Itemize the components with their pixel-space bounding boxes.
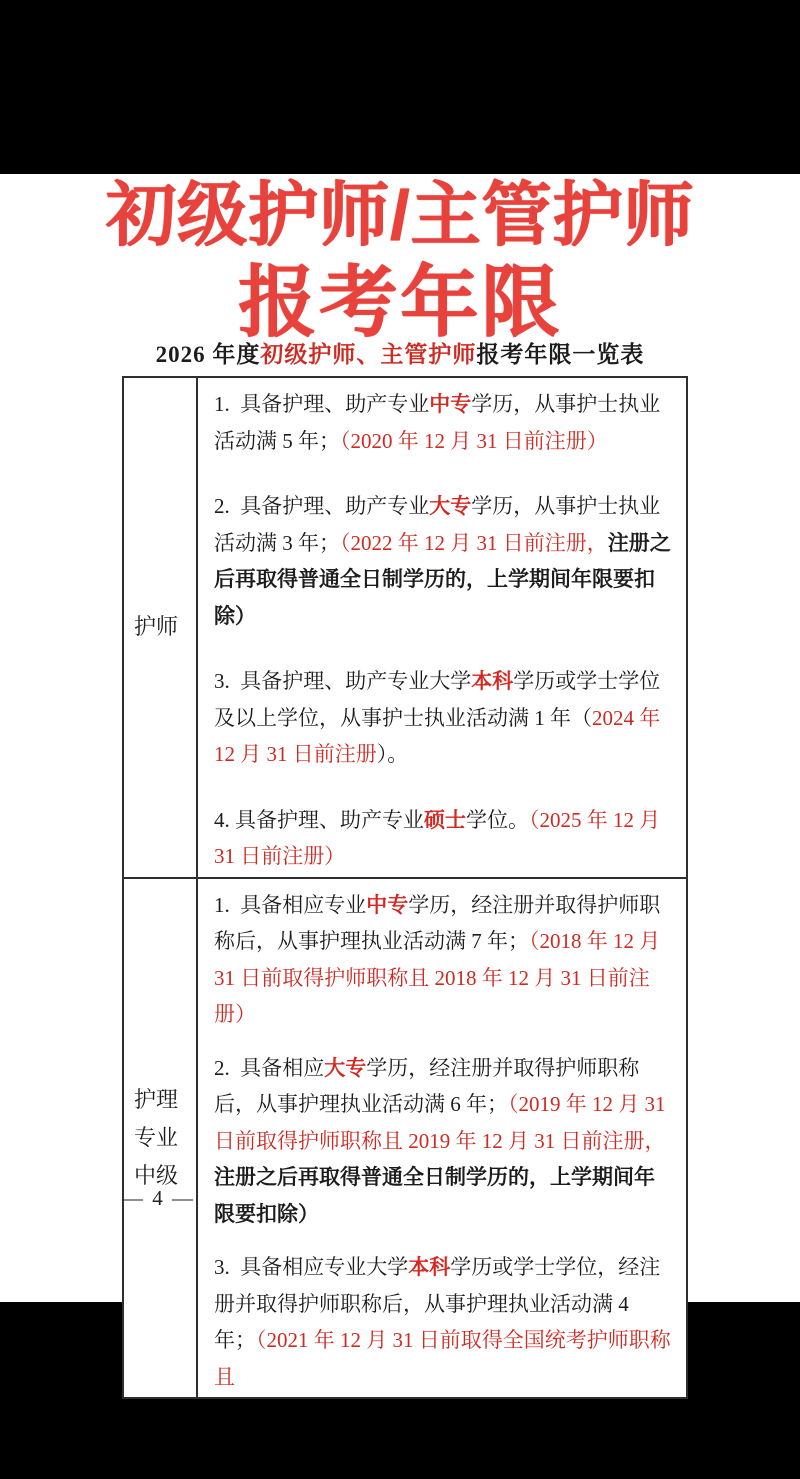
requirement-text: 学历或学士学位，经注册并取得护师职称后，从事护理执业活动满 4 年；	[214, 1255, 661, 1352]
document-page	[0, 174, 800, 1389]
requirement-text: 4. 具备护理、助产专业	[214, 807, 424, 832]
requirement-item	[214, 663, 674, 773]
highlighted-text: 2024 年 12 月 31 日前注册	[214, 705, 666, 766]
heading-prefix: 2026 年度	[155, 342, 261, 367]
highlighted-text: （2019 年 12 月 31 日前取得护师职称且 2019 年 12 月 31 日前注册，	[214, 1092, 671, 1153]
overlay-title-line1: 初级护师/主管护师	[105, 176, 695, 254]
requirement-item	[214, 386, 674, 459]
requirement-text: 3. 具备护理、助产专业大学	[214, 669, 472, 693]
requirements-table-body	[123, 377, 687, 1398]
category-cell	[123, 377, 197, 878]
requirement-text: ）。	[376, 742, 409, 766]
document-heading	[0, 336, 800, 369]
page-number: — 4 —	[122, 1186, 195, 1210]
highlighted-text: （2018 年 12 月 31 日前取得护师职称且 2018 年 12 月 31 日前注册）	[214, 929, 666, 1026]
highlighted-text: 大专	[429, 494, 472, 518]
requirement-item	[214, 488, 674, 634]
highlighted-text: （2021 年 12 月 31 日前取得全国统考护师职称且	[214, 1328, 671, 1389]
category-line: 护师	[134, 614, 179, 640]
requirement-text: 3. 具备相应专业大学	[214, 1255, 409, 1279]
highlighted-text: 大专	[324, 1055, 367, 1080]
heading-suffix: 报考年限一览表	[476, 342, 645, 367]
highlighted-text: 本科	[471, 669, 514, 693]
requirement-text: 学历或学士学位及以上学位，从事护士执业活动满 1 年（	[214, 669, 661, 730]
requirement-text: 1. 具备相应专业	[214, 892, 367, 917]
requirement-text: 2. 具备相应	[214, 1055, 325, 1080]
category-line: 专业	[134, 1124, 179, 1150]
requirements-cell	[197, 377, 687, 878]
requirement-text: 学历，从事护士执业活动满 3 年；	[214, 494, 661, 555]
requirement-text: 学历，经注册并取得护师职称后，从事护理执业活动满 7 年；	[214, 892, 661, 953]
category-cell	[123, 878, 197, 1399]
category-line: 中级	[134, 1162, 179, 1188]
highlighted-text: （2022 年 12 月 31 日前注册，	[340, 530, 608, 555]
requirement-text: 注册之后再取得普通全日制学历的，上学期间年限要扣除）	[214, 530, 671, 628]
requirement-text: 1. 具备护理、助产专业	[214, 392, 430, 416]
requirement-text: 学历，从事护士执业活动满 5 年；	[214, 392, 661, 453]
highlighted-text: （2020 年 12 月 31 日前注册）	[340, 428, 608, 453]
overlay-title	[0, 174, 800, 348]
requirement-item	[214, 887, 674, 1033]
highlighted-text: 硕士	[424, 807, 466, 832]
highlighted-text: 本科	[408, 1255, 451, 1279]
requirements-table	[122, 376, 688, 1399]
table-row	[123, 878, 687, 1399]
highlighted-text: 中专	[429, 392, 472, 416]
requirement-text: 2. 具备护理、助产专业	[214, 494, 430, 518]
requirement-text: 学历，经注册并取得护师职称后，从事护理执业活动满 6 年；	[214, 1055, 640, 1116]
table-row	[123, 377, 687, 878]
highlighted-text: （2025 年 12 月 31 日前注册）	[214, 807, 666, 868]
requirement-text: 学位。	[466, 807, 529, 832]
requirements-cell	[197, 878, 687, 1399]
category-line: 护理	[134, 1086, 179, 1112]
highlighted-text: 中专	[366, 892, 409, 917]
heading-highlight: 初级护师、主管护师	[260, 342, 477, 367]
requirement-item	[214, 1249, 674, 1395]
requirement-text: 注册之后再取得普通全日制学历的，上学期间年限要扣除）	[214, 1165, 655, 1226]
overlay-title-line2: 报考年限	[237, 258, 562, 346]
requirement-item	[214, 802, 674, 875]
requirement-item	[214, 1050, 674, 1233]
